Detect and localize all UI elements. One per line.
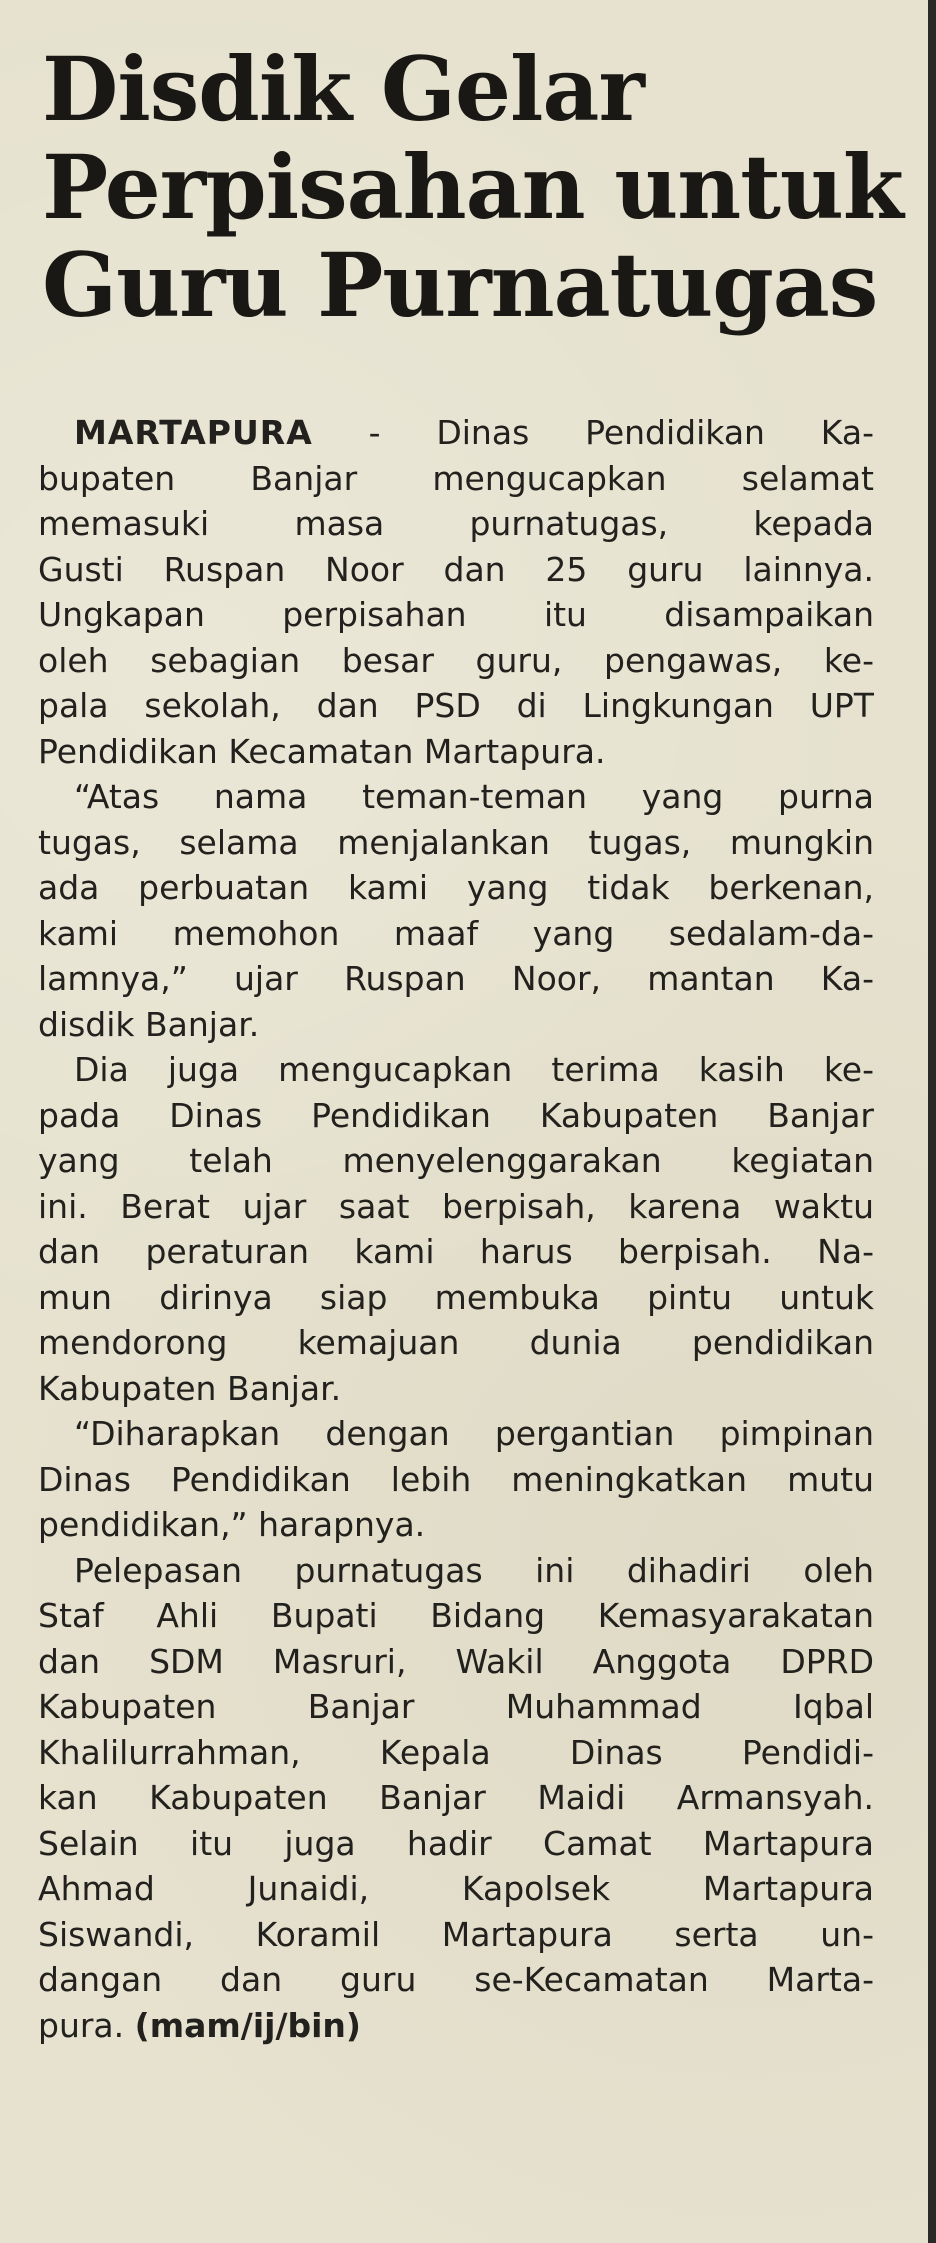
text-line: Selain itu juga hadir Camat Martapura bbox=[38, 1823, 874, 1863]
text-line: Kabupaten Banjar. bbox=[38, 1368, 342, 1408]
author-credit: (mam/ij/bin) bbox=[134, 2005, 361, 2045]
text-line: yang telah menyelenggarakan kegiatan bbox=[38, 1141, 874, 1180]
clipping-edge bbox=[928, 0, 936, 2243]
text-line: memasuki masa purnatugas, kepada bbox=[38, 504, 874, 543]
text-line: Ungkapan perpisahan itu disampaikan bbox=[38, 595, 874, 634]
paragraph bbox=[38, 1411, 874, 1548]
text-line: dan peraturan kami harus berpisah. Na- bbox=[38, 1232, 874, 1271]
text-line: Pelepasan purnatugas ini dihadiri oleh bbox=[74, 1550, 874, 1590]
text-line: Pendidikan Kecamatan Martapura. bbox=[38, 731, 606, 771]
text-line: bupaten Banjar mengucapkan selamat bbox=[38, 458, 874, 498]
text-line: Siswandi, Koramil Martapura serta un- bbox=[38, 1914, 874, 1954]
text-line: Staf Ahli Bupati Bidang Kemasyarakatan bbox=[38, 1596, 874, 1635]
text-line: “Diharapkan dengan pergantian pimpinan bbox=[74, 1414, 874, 1453]
headline-line: Perpisahan untuk bbox=[42, 135, 903, 239]
text-line: tugas, selama menjalankan tugas, mungkin bbox=[38, 822, 874, 862]
text-line: Dia juga mengucapkan terima kasih ke- bbox=[74, 1050, 874, 1089]
text-line: pendidikan,” harapnya. bbox=[38, 1505, 426, 1544]
paragraph bbox=[38, 1047, 874, 1411]
paragraph bbox=[38, 774, 874, 1047]
text-line: kan Kabupaten Banjar Maidi Armansyah. bbox=[38, 1778, 874, 1817]
text-line: pala sekolah, dan PSD di Lingkungan UPT bbox=[38, 686, 874, 725]
text-line: lamnya,” ujar Ruspan Noor, mantan Ka- bbox=[38, 959, 874, 998]
text-line: ada perbuatan kami yang tidak berkenan, bbox=[38, 868, 874, 907]
text-line: Kabupaten Banjar Muhammad Iqbal bbox=[38, 1687, 874, 1726]
text-line-content: pura. bbox=[38, 2005, 135, 2045]
text-line: dangan dan guru se-Kecamatan Marta- bbox=[38, 1960, 874, 1999]
text-line: Gusti Ruspan Noor dan 25 guru lainnya. bbox=[38, 549, 874, 589]
text-line bbox=[38, 2003, 874, 2049]
text-line: Ahmad Junaidi, Kapolsek Martapura bbox=[38, 1869, 874, 1908]
text-line: Dinas Pendidikan lebih meningkatkan mutu bbox=[38, 1459, 874, 1499]
headline-line: Disdik Gelar bbox=[42, 37, 644, 141]
text-line: dan SDM Masruri, Wakil Anggota DPRD bbox=[38, 1641, 874, 1681]
text-line: mendorong kemajuan dunia pendidikan bbox=[38, 1323, 874, 1362]
text-line: mun dirinya siap membuka pintu untuk bbox=[38, 1277, 874, 1317]
paragraph bbox=[38, 410, 874, 774]
text-line: ini. Berat ujar saat berpisah, karena waktu bbox=[38, 1186, 874, 1226]
text-line bbox=[38, 410, 874, 456]
text-line: “Atas nama teman-teman yang purna bbox=[74, 777, 874, 816]
dateline: MARTAPURA bbox=[74, 413, 313, 452]
article-body bbox=[38, 410, 874, 2048]
text-line-content: - Dinas Pendidikan Ka- bbox=[312, 413, 874, 452]
text-line: Khalilurrahman, Kepala Dinas Pendidi- bbox=[38, 1732, 874, 1772]
paragraph bbox=[38, 1548, 874, 2049]
text-line: disdik Banjar. bbox=[38, 1004, 260, 1044]
headline bbox=[42, 37, 903, 337]
headline-line: Guru Purnatugas bbox=[42, 233, 878, 337]
text-line: kami memohon maaf yang sedalam-da- bbox=[38, 913, 874, 953]
text-line: pada Dinas Pendidikan Kabupaten Banjar bbox=[38, 1095, 874, 1135]
text-line: oleh sebagian besar guru, pengawas, ke- bbox=[38, 640, 874, 680]
